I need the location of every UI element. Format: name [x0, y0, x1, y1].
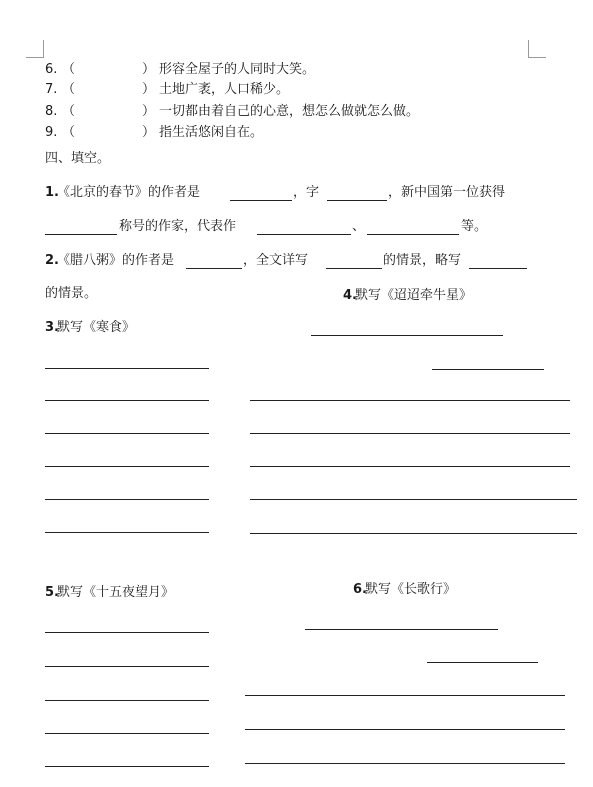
close-paren: ） [142, 125, 156, 140]
answer-line[interactable] [45, 532, 209, 533]
section-heading: 四、填空。 [45, 151, 111, 166]
question-text: 等。 [461, 219, 488, 234]
answer-line[interactable] [250, 433, 570, 434]
answer-line[interactable] [250, 400, 570, 401]
answer-line[interactable] [250, 499, 577, 500]
close-paren: ） [142, 104, 156, 119]
answer-line[interactable] [305, 629, 498, 630]
answer-blank[interactable] [326, 268, 382, 269]
item-number: 8. [45, 104, 58, 119]
question-title: 默写《长歌行》 [365, 582, 457, 597]
question-number: 5. [45, 585, 59, 600]
close-paren: ） [142, 62, 156, 77]
item-text: 土地广袤，人口稀少。 [159, 82, 290, 97]
item-number: 7. [45, 82, 58, 97]
answer-line[interactable] [45, 433, 209, 434]
answer-blank[interactable] [45, 234, 117, 235]
answer-line[interactable] [45, 400, 209, 401]
item-text: 形容全屋子的人同时大笑。 [159, 62, 316, 77]
answer-line[interactable] [45, 700, 209, 701]
crop-mark-right-horizontal [528, 57, 546, 58]
crop-mark-right-vertical [528, 40, 529, 58]
answer-line[interactable] [250, 533, 577, 534]
answer-line[interactable] [45, 733, 209, 734]
question-text: ，字 [293, 185, 320, 200]
answer-line[interactable] [45, 666, 209, 667]
answer-blank[interactable] [230, 200, 292, 201]
question-text: ，全文详写 [243, 253, 309, 268]
question-text: ，新中国第一位获得 [388, 185, 506, 200]
question-text: 的情景。 [45, 286, 98, 301]
item-text: 一切都由着自己的心意，想怎么做就怎么做。 [159, 104, 420, 119]
question-text: 、 [352, 219, 366, 234]
item-number: 6. [45, 62, 58, 77]
question-number: 1. [45, 185, 59, 200]
question-number: 4. [343, 288, 357, 303]
answer-line[interactable] [45, 766, 209, 767]
question-number: 2. [45, 253, 59, 268]
answer-line[interactable] [45, 368, 209, 369]
question-number: 3. [45, 320, 59, 335]
question-title: 默写《迢迢牵牛星》 [355, 288, 473, 303]
crop-mark-left-vertical [43, 40, 44, 58]
answer-line[interactable] [45, 499, 209, 500]
answer-blank[interactable] [469, 268, 527, 269]
answer-blank[interactable] [327, 200, 387, 201]
answer-line[interactable] [245, 763, 565, 764]
item-number: 9. [45, 125, 58, 140]
answer-line[interactable] [245, 695, 565, 696]
question-text: 《腊八粥》的作者是 [57, 253, 175, 268]
open-paren: （ [62, 62, 76, 77]
item-text: 指生活悠闲自在。 [159, 125, 264, 140]
answer-line[interactable] [245, 729, 565, 730]
answer-blank[interactable] [186, 268, 242, 269]
crop-mark-left-horizontal [26, 57, 44, 58]
question-text: 《北京的春节》的作者是 [57, 185, 201, 200]
answer-line[interactable] [311, 335, 503, 336]
question-title: 默写《寒食》 [57, 320, 136, 335]
close-paren: ） [142, 82, 156, 97]
answer-blank[interactable] [257, 234, 351, 235]
question-number: 6. [353, 582, 367, 597]
answer-line[interactable] [45, 632, 209, 633]
answer-line[interactable] [432, 369, 544, 370]
open-paren: （ [62, 82, 76, 97]
open-paren: （ [62, 125, 76, 140]
answer-line[interactable] [250, 466, 570, 467]
question-text: 称号的作家，代表作 [119, 219, 237, 234]
answer-blank[interactable] [367, 234, 459, 235]
question-title: 默写《十五夜望月》 [57, 585, 175, 600]
open-paren: （ [62, 104, 76, 119]
answer-line[interactable] [45, 466, 209, 467]
answer-line[interactable] [427, 662, 538, 663]
question-text: 的情景，略写 [383, 253, 462, 268]
